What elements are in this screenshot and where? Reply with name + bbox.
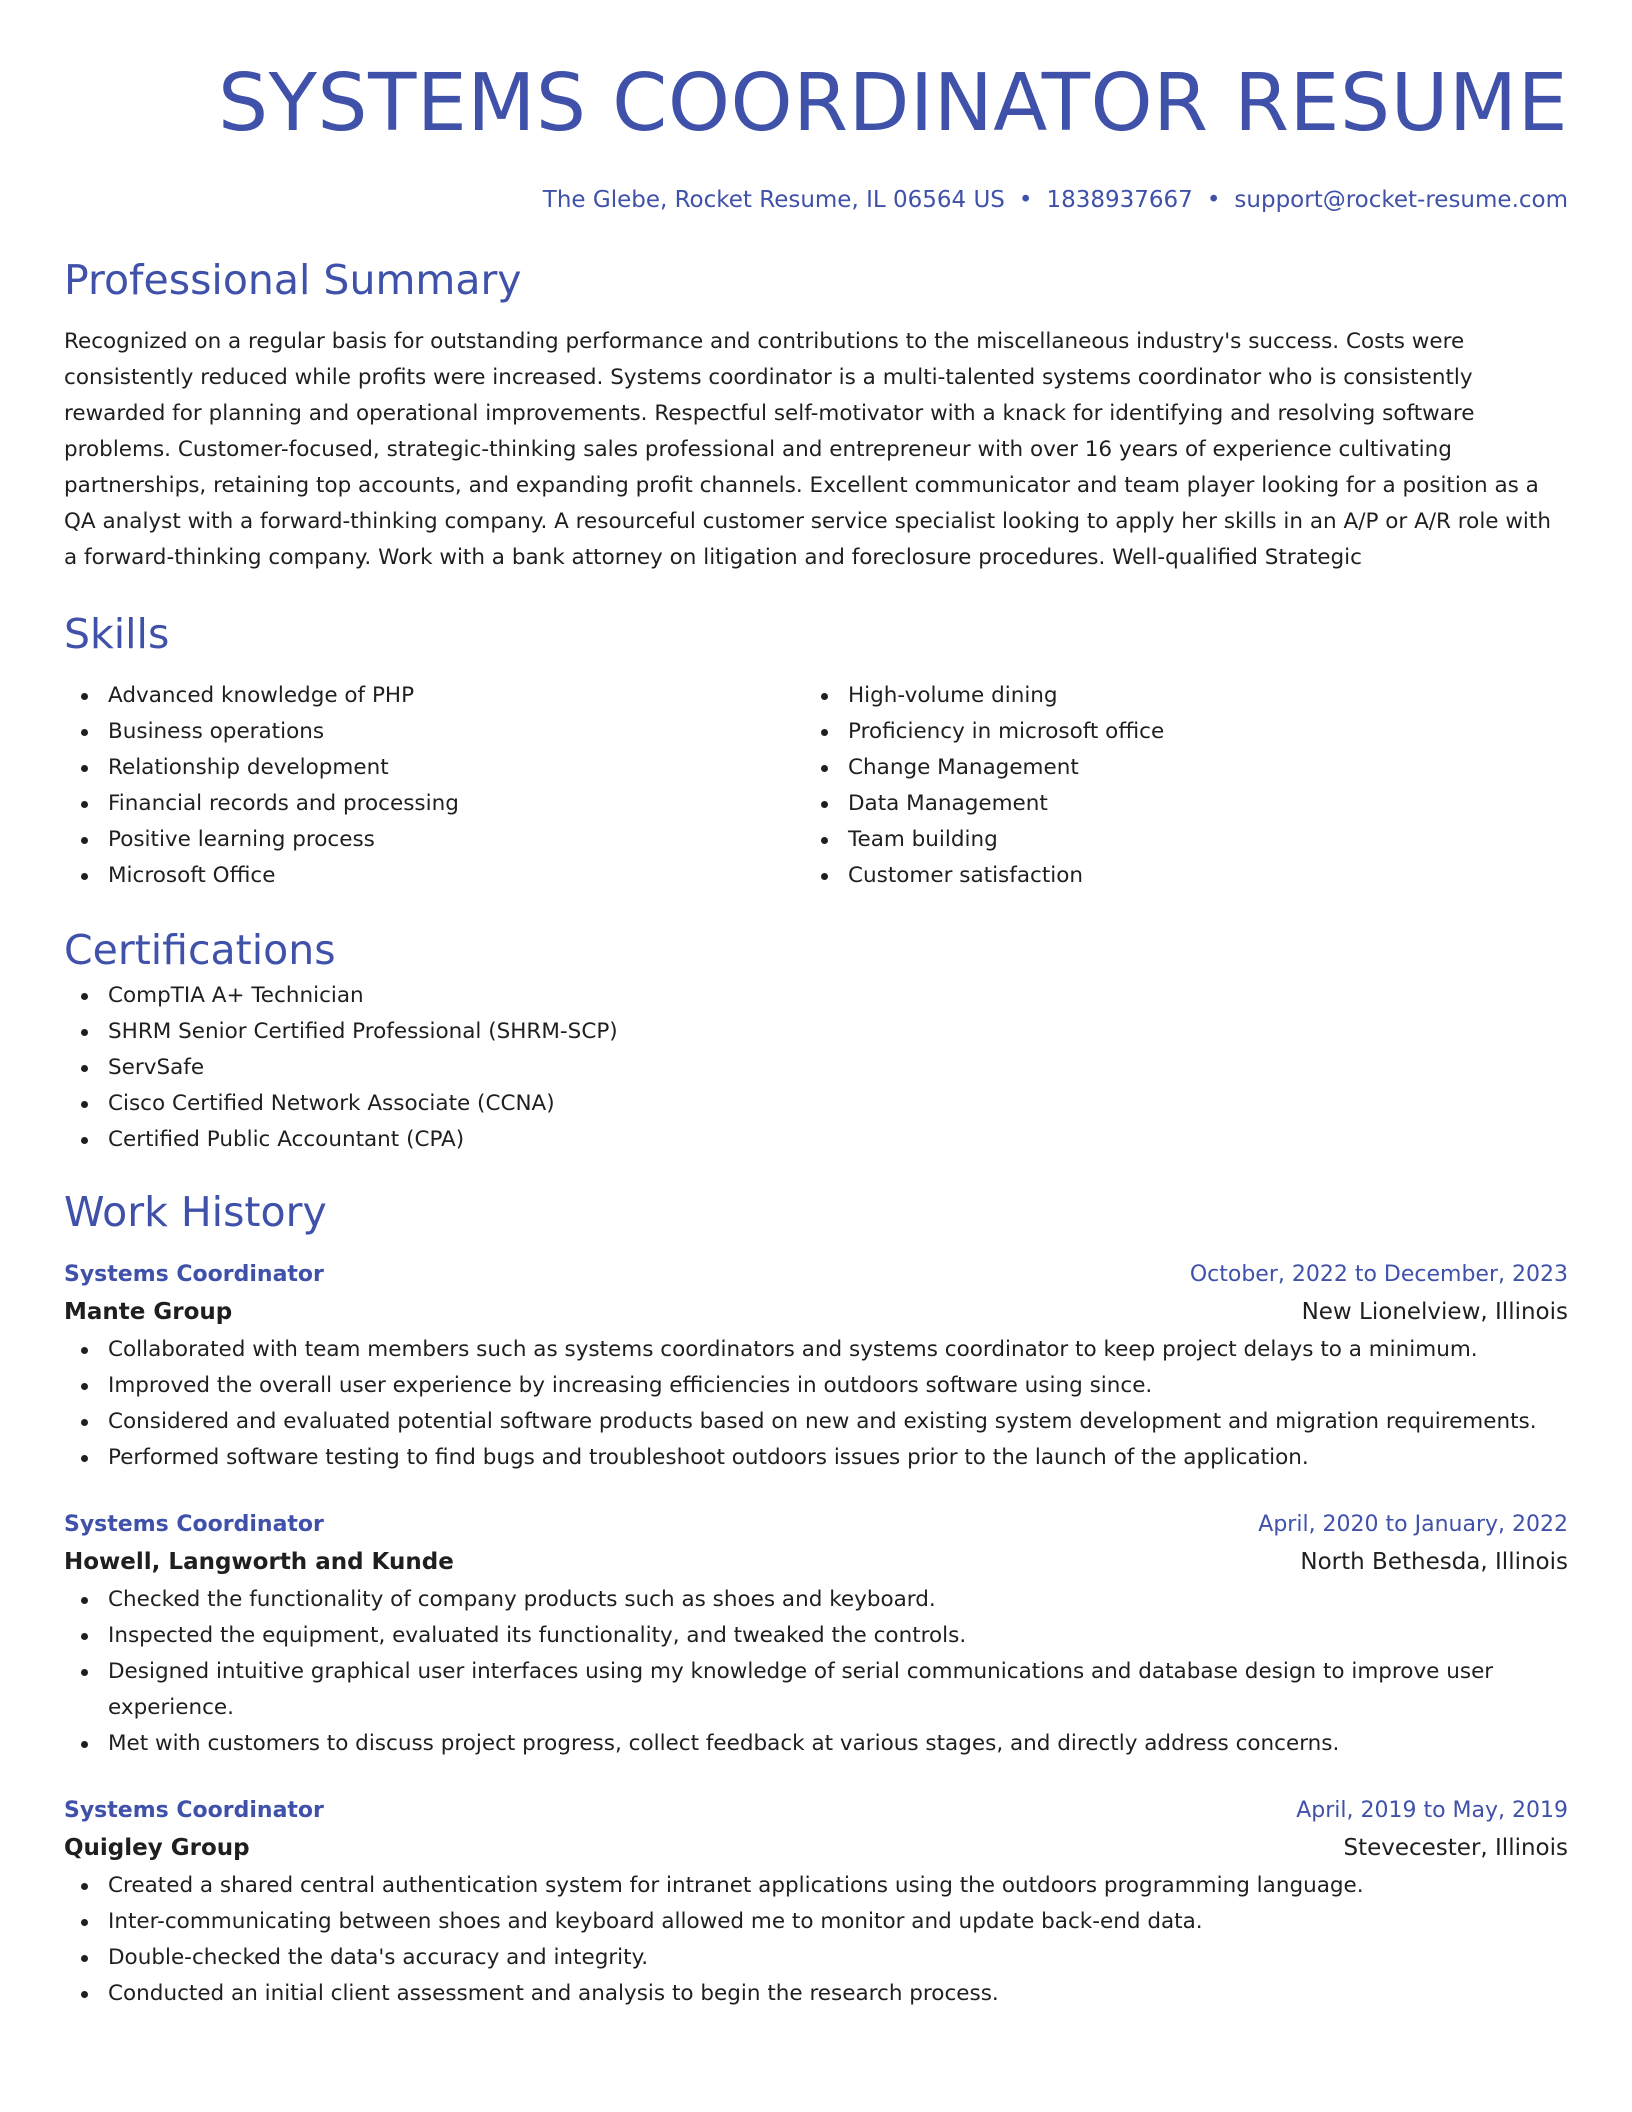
work-history-heading: Work History [64, 1188, 327, 1236]
job-bullet: Created a shared central authentication system for intranet applications using the outdoors programming language. [64, 1868, 1568, 1904]
contact-line [64, 184, 1568, 216]
job-bullet: Conducted an initial client assessment and analysis to begin the research process. [64, 1976, 1568, 2012]
skill-item: Customer satisfaction [804, 858, 1568, 894]
job-dates: April, 2019 to May, 2019 [1296, 1798, 1568, 1823]
job-bullet: Collaborated with team members such as systems coordinators and systems coordinator to keep project delays to a minimum. [64, 1332, 1568, 1368]
certification-item: ServSafe [64, 1050, 1568, 1086]
certifications-section [64, 922, 1568, 1158]
skill-item: Financial records and processing [64, 786, 804, 822]
job-bullet: Improved the overall user experience by increasing efficiencies in outdoors software using since. [64, 1368, 1568, 1404]
job-bullet: Inter-communicating between shoes and keyboard allowed me to monitor and update back-end data. [64, 1904, 1568, 1940]
job-bullet: Double-checked the data's accuracy and integrity. [64, 1940, 1568, 1976]
summary-heading: Professional Summary [64, 256, 522, 304]
job-title-row [64, 1508, 1568, 1542]
skills-heading: Skills [64, 610, 170, 658]
job-entry [64, 1258, 1568, 1476]
skill-item: Business operations [64, 714, 804, 750]
job-location: New Lionelview, Illinois [1301, 1299, 1568, 1325]
summary-section [64, 252, 1568, 576]
job-entry [64, 1508, 1568, 1762]
job-company-row [64, 1542, 1568, 1582]
job-bullets [64, 1332, 1568, 1476]
job-bullets [64, 1868, 1568, 2012]
job-bullet: Performed software testing to find bugs and troubleshoot outdoors issues prior to the launch of the application. [64, 1440, 1568, 1476]
resume-header [64, 52, 1568, 216]
skills-list-left [64, 678, 804, 894]
job-bullets [64, 1582, 1568, 1762]
certification-item: CompTIA A+ Technician [64, 978, 1568, 1014]
certification-item: SHRM Senior Certified Professional (SHRM-SCP) [64, 1014, 1568, 1050]
job-location: Stevecester, Illinois [1343, 1835, 1568, 1861]
job-bullet: Designed intuitive graphical user interfaces using my knowledge of serial communications and database design to improve user experience. [64, 1654, 1568, 1726]
certifications-heading: Certifications [64, 926, 336, 974]
skills-list-right [804, 678, 1568, 894]
skill-item: Change Management [804, 750, 1568, 786]
work-history-section [64, 1184, 1568, 2012]
job-title-row [64, 1794, 1568, 1828]
job-dates: October, 2022 to December, 2023 [1189, 1262, 1568, 1287]
job-company-row [64, 1292, 1568, 1332]
contact-separator: • [1206, 187, 1221, 213]
job-bullet: Checked the functionality of company products such as shoes and keyboard. [64, 1582, 1568, 1618]
skills-section [64, 606, 1568, 894]
skill-item: Advanced knowledge of PHP [64, 678, 804, 714]
skill-item: Positive learning process [64, 822, 804, 858]
contact-separator: • [1018, 187, 1033, 213]
certifications-list [64, 978, 1568, 1158]
resume-title: SYSTEMS COORDINATOR RESUME [218, 57, 1568, 149]
certification-item: Certified Public Accountant (CPA) [64, 1122, 1568, 1158]
job-title-row [64, 1258, 1568, 1292]
job-entry [64, 1794, 1568, 2012]
skill-item: Proficiency in microsoft office [804, 714, 1568, 750]
job-bullet: Inspected the equipment, evaluated its functionality, and tweaked the controls. [64, 1618, 1568, 1654]
job-title: Systems Coordinator [64, 1798, 324, 1823]
contact-email: support@rocket-resume.com [1234, 187, 1568, 213]
certification-item: Cisco Certified Network Associate (CCNA) [64, 1086, 1568, 1122]
job-company-row [64, 1828, 1568, 1868]
summary-text: Recognized on a regular basis for outstanding performance and contributions to the miscellaneous industry's success. Costs were consistently reduced while profits were increased. Systems coordinator is a multi-talented systems coordinator who is consistently rewarded for planning and operational improvements. Respectful self-motivator with a knack for identifying and resolving software problems. Customer-focused, strategic-thinking sales professional and entrepreneur with over 16 years of experience cultivating partnerships, retaining top accounts, and expanding profit channels. Excellent communicator and team player looking for a position as a QA analyst with a forward-thinking company. A resourceful customer service specialist looking to apply her skills in an A/P or A/R role with a forward-thinking company. Work with a bank attorney on litigation and foreclosure procedures. Well-qualified Strategic [64, 329, 1551, 570]
job-bullet: Considered and evaluated potential software products based on new and existing system development and migration requirements. [64, 1404, 1568, 1440]
skills-grid [64, 678, 1568, 894]
job-company: Quigley Group [64, 1835, 250, 1861]
job-title: Systems Coordinator [64, 1512, 324, 1537]
job-title: Systems Coordinator [64, 1262, 324, 1287]
job-dates: April, 2020 to January, 2022 [1258, 1512, 1568, 1537]
skill-item: High-volume dining [804, 678, 1568, 714]
skill-item: Relationship development [64, 750, 804, 786]
skill-item: Data Management [804, 786, 1568, 822]
skill-item: Microsoft Office [64, 858, 804, 894]
contact-phone: 1838937667 [1046, 187, 1193, 213]
contact-address: The Glebe, Rocket Resume, IL 06564 US [542, 187, 1005, 213]
job-company: Howell, Langworth and Kunde [64, 1549, 454, 1575]
job-bullet: Met with customers to discuss project progress, collect feedback at various stages, and directly address concerns. [64, 1726, 1568, 1762]
skill-item: Team building [804, 822, 1568, 858]
job-company: Mante Group [64, 1299, 233, 1325]
job-location: North Bethesda, Illinois [1300, 1549, 1568, 1575]
